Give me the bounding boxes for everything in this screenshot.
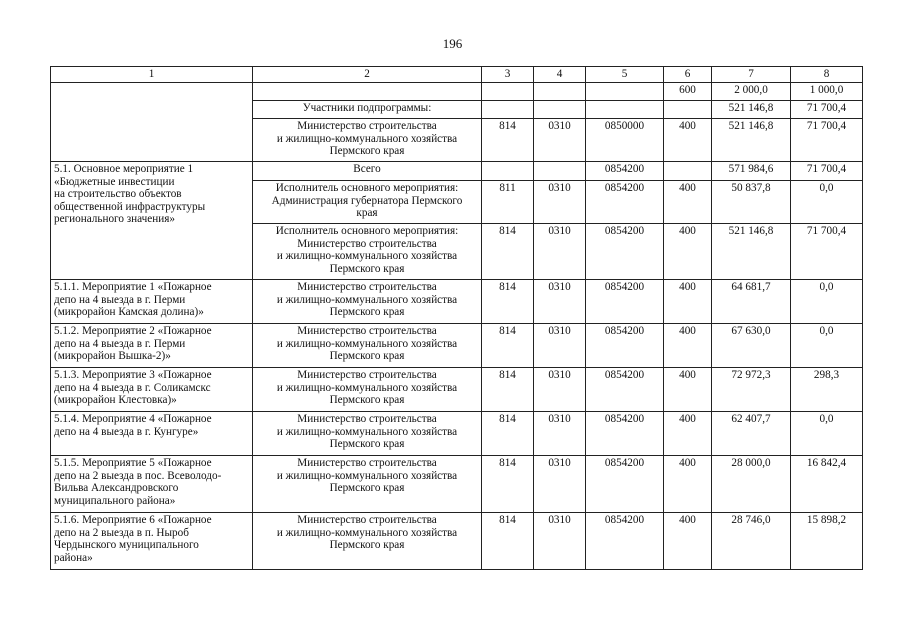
table-row (51, 280, 863, 324)
table-cell: 811 (482, 181, 534, 224)
table-cell: 5.1.5. Мероприятие 5 «Пожарное депо на 2 выезда в пос. Всеволодо- Вильва Александровского муниципального района» (51, 456, 253, 513)
table-cell: 400 (664, 456, 712, 513)
table-cell: 814 (482, 280, 534, 324)
column-header: 1 (51, 67, 253, 83)
table-cell (586, 101, 664, 119)
table-cell: 400 (664, 181, 712, 224)
table-cell: 28 000,0 (712, 456, 791, 513)
table-cell: 521 146,8 (712, 119, 791, 162)
table-cell: 15 898,2 (791, 513, 863, 570)
table-cell: 71 700,4 (791, 101, 863, 119)
table-cell: 0,0 (791, 181, 863, 224)
table-cell: 64 681,7 (712, 280, 791, 324)
table-cell: Министерство строительства и жилищно-коммунального хозяйства Пермского края (253, 119, 482, 162)
table-cell: 5.1.1. Мероприятие 1 «Пожарное депо на 4 выезда в г. Перми (микрорайон Камская долина)» (51, 280, 253, 324)
table-cell: 814 (482, 368, 534, 412)
table-cell: Министерство строительства и жилищно-коммунального хозяйства Пермского края (253, 368, 482, 412)
table-cell: 814 (482, 412, 534, 456)
table-cell: 2 000,0 (712, 83, 791, 101)
budget-table (50, 66, 863, 570)
table-cell: 0310 (534, 224, 586, 280)
table-row (51, 324, 863, 368)
page-number: 196 (442, 36, 463, 51)
table-cell: 0854200 (586, 324, 664, 368)
table-cell: 400 (664, 412, 712, 456)
column-header: 3 (482, 67, 534, 83)
table-cell: 814 (482, 119, 534, 162)
table-cell: Министерство строительства и жилищно-коммунального хозяйства Пермского края (253, 456, 482, 513)
table-cell: 400 (664, 224, 712, 280)
table-cell: 814 (482, 513, 534, 570)
table-cell: 0310 (534, 280, 586, 324)
table-cell: 0854200 (586, 412, 664, 456)
table-cell: 0854200 (586, 280, 664, 324)
column-header: 8 (791, 67, 863, 83)
table-cell: 0854200 (586, 513, 664, 570)
table-cell: 0850000 (586, 119, 664, 162)
column-header: 6 (664, 67, 712, 83)
table-cell: 0310 (534, 368, 586, 412)
table-cell: 0854200 (586, 368, 664, 412)
table-cell: 0854200 (586, 456, 664, 513)
table-cell: 72 972,3 (712, 368, 791, 412)
table-cell (586, 83, 664, 101)
table-cell: 5.1. Основное мероприятие 1 «Бюджетные инвестиции на строительство объектов общественной инфраструктуры регионального значения» (51, 162, 253, 280)
table-cell: 814 (482, 224, 534, 280)
table-cell: Участники подпрограммы: (253, 101, 482, 119)
table-cell: 0310 (534, 324, 586, 368)
table-cell (534, 101, 586, 119)
column-header: 5 (586, 67, 664, 83)
table-cell: 71 700,4 (791, 119, 863, 162)
table-cell: 521 146,8 (712, 224, 791, 280)
table-cell: 400 (664, 119, 712, 162)
table-cell: 67 630,0 (712, 324, 791, 368)
table-cell: 5.1.2. Мероприятие 2 «Пожарное депо на 4 выезда в г. Перми (микрорайон Вышка-2)» (51, 324, 253, 368)
table-cell: 814 (482, 324, 534, 368)
table-row (51, 83, 863, 101)
table-row (51, 368, 863, 412)
table-cell (482, 162, 534, 181)
table-cell: 0310 (534, 412, 586, 456)
table-cell: 521 146,8 (712, 101, 791, 119)
table-cell: 5.1.6. Мероприятие 6 «Пожарное депо на 2 выезда в п. Ныроб Чердынского муниципального района» (51, 513, 253, 570)
table-cell: 0310 (534, 181, 586, 224)
table-cell: 400 (664, 368, 712, 412)
table-cell: 50 837,8 (712, 181, 791, 224)
table-cell: 5.1.4. Мероприятие 4 «Пожарное депо на 4 выезда в г. Кунгуре» (51, 412, 253, 456)
table-cell: 28 746,0 (712, 513, 791, 570)
table-cell: 0310 (534, 513, 586, 570)
table-cell: 571 984,6 (712, 162, 791, 181)
table-cell: Всего (253, 162, 482, 181)
column-header: 4 (534, 67, 586, 83)
table-cell: 0,0 (791, 280, 863, 324)
table-cell (664, 101, 712, 119)
table-cell (482, 83, 534, 101)
table-cell: 71 700,4 (791, 162, 863, 181)
table-cell: Министерство строительства и жилищно-коммунального хозяйства Пермского края (253, 280, 482, 324)
table-cell: 0,0 (791, 324, 863, 368)
table-header-row (51, 67, 863, 83)
table-cell: Министерство строительства и жилищно-коммунального хозяйства Пермского края (253, 324, 482, 368)
table-cell: Исполнитель основного мероприятия: Министерство строительства и жилищно-коммунального хозяйства Пермского края (253, 224, 482, 280)
table-cell: Министерство строительства и жилищно-коммунального хозяйства Пермского края (253, 412, 482, 456)
table-cell: 0310 (534, 456, 586, 513)
table-cell (664, 162, 712, 181)
table-row (51, 412, 863, 456)
table-cell (482, 101, 534, 119)
table-cell: Исполнитель основного мероприятия: Администрация губернатора Пермского края (253, 181, 482, 224)
table-cell (534, 83, 586, 101)
table-cell: 814 (482, 456, 534, 513)
table-row (51, 513, 863, 570)
table-cell: 600 (664, 83, 712, 101)
table-cell: 400 (664, 513, 712, 570)
table-cell: 0,0 (791, 412, 863, 456)
table-cell: 62 407,7 (712, 412, 791, 456)
table-cell: 0854200 (586, 181, 664, 224)
column-header: 7 (712, 67, 791, 83)
table-cell: 71 700,4 (791, 224, 863, 280)
column-header: 2 (253, 67, 482, 83)
table-cell: 0310 (534, 119, 586, 162)
table-cell: Министерство строительства и жилищно-коммунального хозяйства Пермского края (253, 513, 482, 570)
table-row (51, 456, 863, 513)
table-cell: 1 000,0 (791, 83, 863, 101)
table-cell (253, 83, 482, 101)
table-cell: 400 (664, 324, 712, 368)
table-cell: 0854200 (586, 224, 664, 280)
table-cell: 400 (664, 280, 712, 324)
table-cell: 16 842,4 (791, 456, 863, 513)
table-row (51, 162, 863, 181)
table-cell: 0854200 (586, 162, 664, 181)
table-cell (534, 162, 586, 181)
table-cell: 298,3 (791, 368, 863, 412)
merged-empty-cell (51, 83, 253, 162)
table-cell: 5.1.3. Мероприятие 3 «Пожарное депо на 4 выезда в г. Соликамскс (микрорайон Клестовка)» (51, 368, 253, 412)
